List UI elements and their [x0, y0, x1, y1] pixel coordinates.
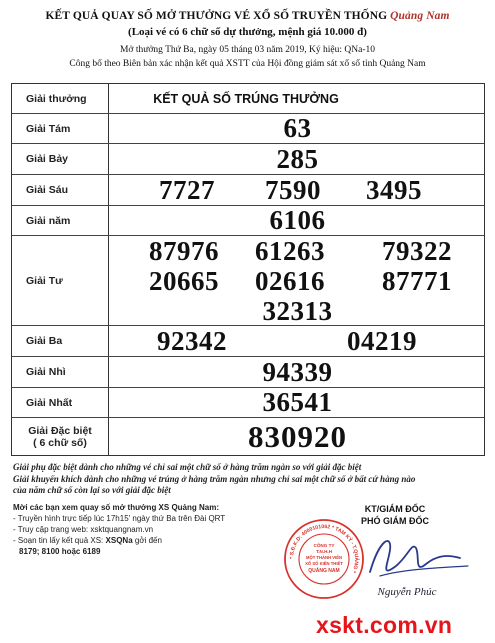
- prize-number: 7727: [159, 174, 215, 205]
- prize-number: 61263: [255, 235, 325, 266]
- svg-text:XỔ SỐ KIẾN THIẾT: XỔ SỐ KIẾN THIẾT: [305, 561, 343, 566]
- prize-label: Giải Nhì: [12, 357, 109, 387]
- prize-label: Giải Nhất: [12, 388, 109, 417]
- table-header-row: [12, 84, 484, 113]
- note-line: Giải khuyến khích dành cho những vé trúng ở hàng trăm ngàn nhưng chỉ sai một chữ số ở bất cứ hàng nào: [13, 473, 416, 484]
- prize-number: 36541: [262, 387, 333, 417]
- prize-number: 63: [283, 113, 312, 143]
- prize-number: 285: [276, 143, 319, 174]
- note-line: của năm chữ số còn lại so với giải đặc biệt: [13, 485, 171, 495]
- draw-info: Mở thưởng Thứ Ba, ngày 05 tháng 03 năm 2019, Ký hiệu: QNa-10: [119, 45, 375, 55]
- prize-number: 02616: [255, 265, 325, 296]
- prize-label-line1: Giải Đặc biệt: [28, 424, 92, 437]
- prize-label: Giải Ba: [12, 326, 109, 356]
- watermark: xskt.com.vn: [316, 612, 453, 638]
- prize-number: 94339: [262, 356, 333, 387]
- info-item: 8179; 8100 hoặc 6189: [19, 547, 101, 556]
- prize-number: 92342: [157, 325, 227, 356]
- prize-label-line2: ( 6 chữ số): [33, 436, 87, 449]
- col-header-prize: Giải thưởng: [12, 84, 109, 113]
- prize-row-sau: [12, 174, 484, 205]
- prize-number: 79322: [382, 235, 452, 266]
- prize-label: Giải Sáu: [12, 175, 109, 205]
- prize-label: [12, 418, 109, 455]
- svg-text:T.N.H.H: T.N.H.H: [315, 549, 333, 554]
- svg-text:CÔNG TY: CÔNG TY: [313, 543, 335, 548]
- special-prize-number: 830920: [248, 418, 347, 454]
- signer-name: Nguyễn Phúc: [377, 586, 437, 598]
- prize-label: Giải Tám: [12, 114, 109, 143]
- document-subtitle: (Loại vé có 6 chữ số dự thưởng, mệnh giá 10.000 đ): [128, 26, 367, 38]
- brand-name: Quảng Nam: [390, 10, 450, 22]
- prize-row-dac-biet: [12, 417, 484, 455]
- results-table: [11, 83, 485, 456]
- prize-row-tu: [12, 235, 484, 325]
- handwritten-signature-icon: [350, 528, 475, 588]
- prize-number: 87771: [382, 265, 452, 296]
- document-title: [0, 10, 495, 22]
- note-line: Giải phụ đặc biệt dành cho những vé chỉ sai một chữ số ở hàng trăm ngàn so với giải đặc biệt: [13, 462, 362, 472]
- prize-row-ba: [12, 325, 484, 356]
- prize-label: Giải Bảy: [12, 144, 109, 174]
- prize-label: Giải Tư: [12, 236, 109, 325]
- signer-role-2: PHÓ GIÁM ĐỐC: [360, 516, 429, 526]
- svg-text:MỘT THÀNH VIÊN: MỘT THÀNH VIÊN: [305, 555, 343, 560]
- prize-number: 32313: [262, 295, 333, 326]
- prize-row-nam: [12, 205, 484, 235]
- viewing-info: [13, 502, 273, 557]
- info-lead: Mời các bạn xem quay số mở thưởng XS Quảng Nam:: [13, 503, 220, 512]
- signer-role-1: KT/GIÁM ĐỐC: [364, 504, 426, 514]
- prize-notes: [13, 462, 483, 497]
- info-item: - Truy cập trang web: xsktquangnam.vn: [13, 525, 154, 534]
- prize-row-bay: [12, 143, 484, 174]
- prize-row-tam: [12, 113, 484, 143]
- info-item: - Soạn tin lấy kết quả XS: XSQNa gởi đến: [13, 536, 162, 545]
- title-prefix: KẾT QUẢ QUAY SỐ MỞ THƯỞNG VÉ XỔ SỐ TRUYỀN THỐNG: [45, 10, 388, 22]
- result-header: KẾT QUẢ SỐ TRÚNG THƯỞNG: [153, 91, 339, 106]
- svg-text:* S.Đ.K.D: 4000101062 * TAM KỲ: * S.Đ.K.D: 4000101062 * TAM KỲ - T.QUẢNG *: [288, 523, 360, 574]
- info-item: - Truyền hình trực tiếp lúc 17h15' ngày thứ Ba trên Đài QRT: [13, 514, 226, 523]
- svg-text:QUẢNG NAM: QUẢNG NAM: [308, 568, 340, 574]
- prize-number: 3495: [366, 174, 422, 205]
- prize-row-nhat: [12, 387, 484, 417]
- prize-number: 6106: [269, 205, 326, 235]
- prize-label: Giải năm: [12, 206, 109, 235]
- prize-number: 7590: [265, 174, 321, 205]
- prize-number: 20665: [149, 265, 219, 296]
- announce-line: Công bố theo Biên bản xác nhận kết quả XSTT của Hội đồng giám sát xổ số tỉnh Quảng Nam: [69, 59, 426, 69]
- prize-number: 04219: [347, 325, 417, 356]
- prize-row-nhi: [12, 356, 484, 387]
- prize-number: 87976: [149, 235, 219, 266]
